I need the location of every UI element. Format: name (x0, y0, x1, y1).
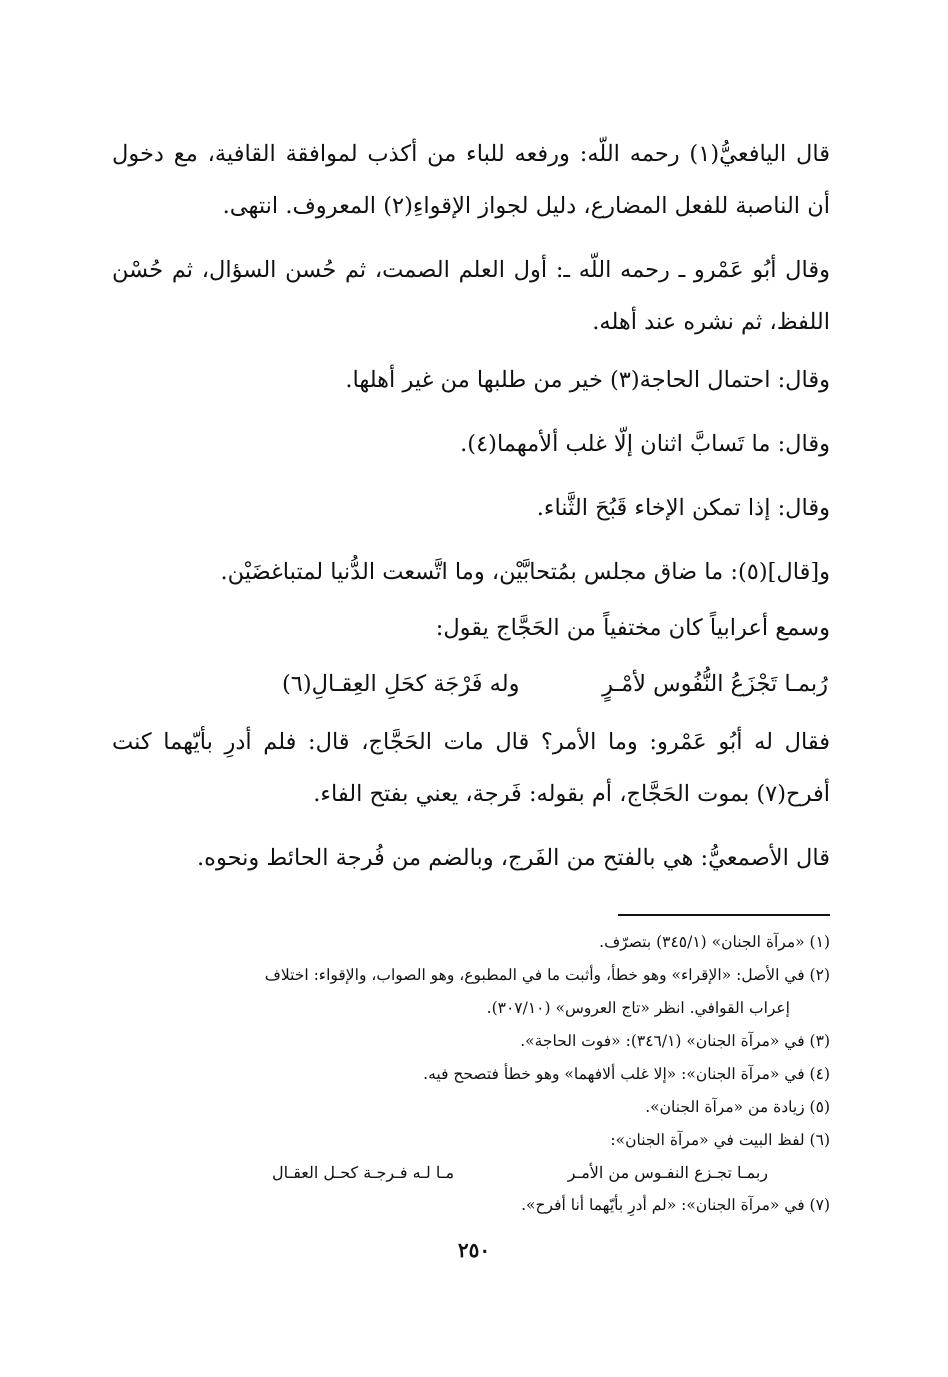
main-text (112, 128, 830, 884)
footnote-verse-first: ربمـا تجـزع النفـوس من الأمـر (567, 1163, 768, 1182)
bedouin-intro: وسمع أعرابياً كان مختفياً من الحَجَّاج يقول: (435, 615, 830, 641)
footnote-4: (٤) في «مرآة الجنان»: «إلا غلب ألافهما» وهو خطأ فتصحح فيه. (423, 1065, 830, 1083)
footnote-separator (618, 914, 830, 916)
verse-hemistich-first: رُبمـا تَجْزَعُ النُّفُوس لأمْـرٍ (602, 671, 828, 697)
footnote-5: (٥) زيادة من «مرآة الجنان». (645, 1098, 830, 1116)
verse-hemistich-second: وله فَرْجَة كحَلِ العِقـالِ(٦) (282, 671, 520, 697)
saying-brotherhood: وقال: إذا تمكن الإخاء قَبُحَ الثَّناء. (536, 495, 830, 521)
saying-need: وقال: احتمال الحاجة(٣) خير من طلبها من غير أهلها. (345, 367, 830, 393)
footnote-2-continued: إعراب القوافي. انظر «تاج العروس» (٣٠٧/١٠). (486, 999, 790, 1017)
footnote-6-verse (112, 1157, 830, 1189)
saying-insult: وقال: ما تَسابَّ اثنان إلّا غلب ألأمهما(٤). (460, 431, 830, 457)
footnote-7: (٧) في «مرآة الجنان»: «لم أدرِ بأيّهما أنا أفرح». (521, 1196, 830, 1214)
paragraph-hajjaj-death: فقال له أبُو عَمْرو: وما الأمر؟ قال مات الحَجَّاج، قال: فلم أدرِ بأيّهما كنت أفرح(٧) بموت الحَجَّاج، أم بقوله: فَرجة، يعني بفتح الفاء. (112, 729, 830, 807)
saying-gathering: و[قال](٥): ما ضاق مجلس بمُتحابَّيْن، وما اتَّسعت الدُّنيا لمتباغضَيْن. (220, 559, 830, 585)
footnote-verse-second: مـا لـه فـرجـة كحـل العقـال (272, 1163, 455, 1182)
footnote-1: (١) «مرآة الجنان» (٣٤٥/١) بتصرّف. (599, 933, 830, 951)
page-number: ٢٥٠ (457, 1238, 491, 1262)
paragraph-abu-amr-knowledge: وقال أبُو عَمْرو ـ رحمه اللّه ـ: أول العلم الصمت، ثم حُسن السؤال، ثم حُسْن اللفظ، ثم نشره عند أهله. (112, 257, 830, 335)
footnote-6: (٦) لفظ البيت في «مرآة الجنان»: (610, 1131, 830, 1149)
paragraph-asmai: قال الأصمعيُّ: هي بالفتح من الفَرج، وبالضم من فُرجة الحائط ونحوه. (197, 845, 830, 871)
footnote-3: (٣) في «مرآة الجنان» (٣٤٦/١): «فوت الحاجة». (520, 1032, 830, 1050)
poem-verse (112, 652, 830, 716)
footnotes (112, 926, 830, 1222)
footnote-2: (٢) في الأصل: «الإقراء» وهو خطأ، وأثبت ما في المطبوع، وهو الصواب، والإقواء: اختلاف (264, 966, 830, 984)
paragraph-yafii: قال اليافعيُّ(١) رحمه اللّه: ورفعه للباء من أكذب لموافقة القافية، مع دخول أن الناصبة للفعل المضارع، دليل لجواز الإقواءِ(٢) المعروف. انتهى. (112, 141, 830, 219)
